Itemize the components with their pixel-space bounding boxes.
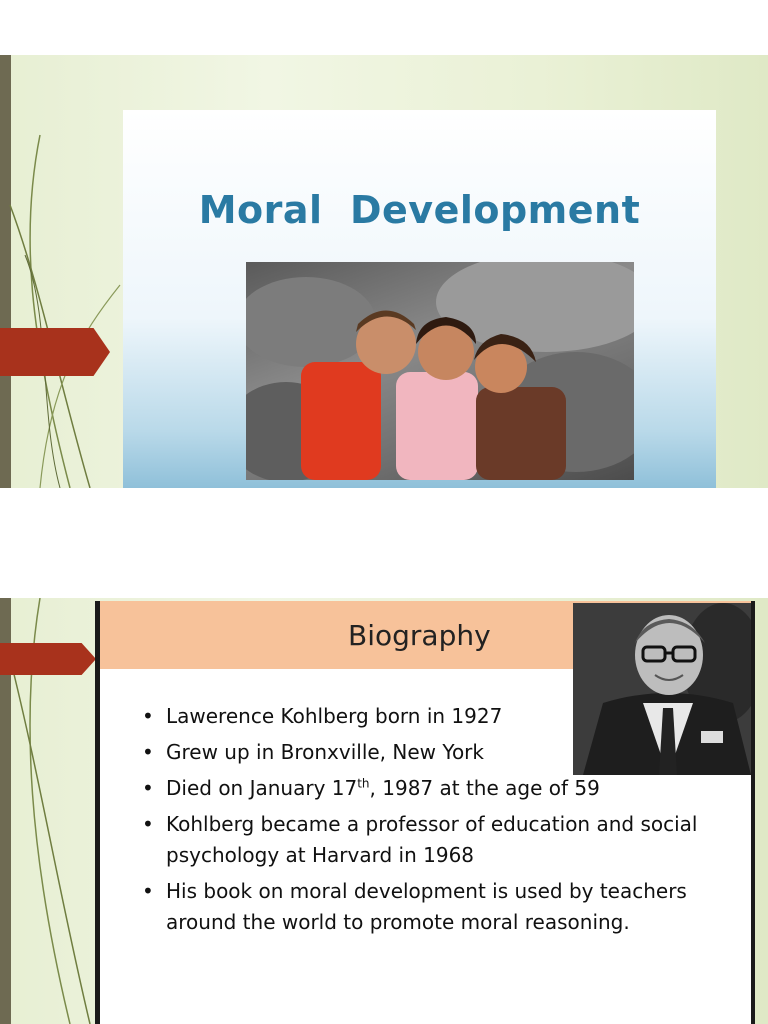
- title-card: [123, 110, 716, 488]
- kids-photo: [246, 262, 634, 480]
- biography-heading: Biography: [348, 619, 491, 652]
- slide-title: [0, 55, 768, 488]
- slide-biography: [0, 598, 768, 1024]
- kohlberg-portrait-photo: [573, 603, 751, 775]
- arrow-tab-accent: [0, 643, 96, 675]
- bullet-text: Kohlberg became a professor of education and social psychology at Harvard in 1968: [166, 812, 698, 867]
- kids-photo-illustration: [246, 262, 634, 480]
- bullet-text-died-post: , 1987 at the age of 59: [369, 776, 600, 800]
- bullet-text-died-pre: Died on January 17: [166, 776, 358, 800]
- arrow-tab-accent: [0, 328, 110, 376]
- kohlberg-portrait-illustration: [573, 603, 751, 775]
- slide-left-bar: [0, 55, 11, 488]
- bullet-glyph: •: [142, 704, 154, 728]
- bullet-text: Grew up in Bronxville, New York: [166, 740, 484, 764]
- list-item: [140, 876, 720, 938]
- slide-title-text: Moral Development: [198, 188, 641, 232]
- bullet-glyph: •: [142, 812, 154, 836]
- bullet-text: His book on moral development is used by teachers around the world to promote moral reasoning.: [166, 879, 687, 934]
- bullet-glyph: •: [142, 879, 154, 903]
- list-item: [140, 773, 720, 804]
- bullet-glyph: •: [142, 776, 154, 800]
- list-item: [140, 809, 720, 871]
- bullet-text: Lawerence Kohlberg born in 1927: [166, 704, 503, 728]
- bullet-text-died-sup: th: [357, 776, 370, 791]
- decorative-swirl: [0, 55, 140, 488]
- bullet-glyph: •: [142, 740, 154, 764]
